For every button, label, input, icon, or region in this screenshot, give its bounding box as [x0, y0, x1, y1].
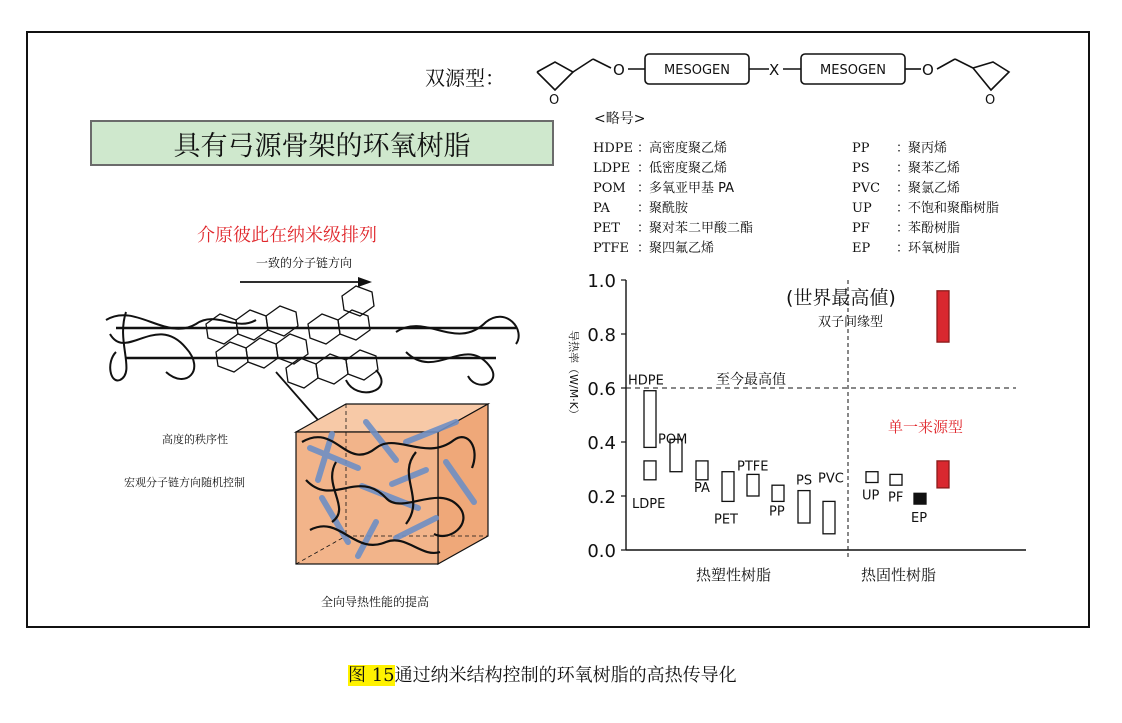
linker-x: X	[769, 61, 780, 79]
range-label-EP: EP	[911, 511, 928, 527]
annotation-world-best: (世界最高値)	[786, 287, 896, 309]
range-label-POM: POM	[658, 432, 688, 448]
legend-desc: 多氧亚甲基 PA	[649, 181, 735, 196]
y-tick-label: 0.0	[587, 541, 616, 562]
legend-row	[593, 177, 734, 196]
range-label-PS: PS	[796, 473, 813, 489]
legend-desc: 低密度聚乙烯	[649, 161, 728, 176]
y-tick-label: 0.6	[587, 379, 616, 400]
label-random: 宏观分子链方向随机控制	[124, 476, 245, 489]
legend-desc: 聚对苯二甲酸二酯	[649, 221, 754, 236]
oxygen-left: O	[613, 61, 625, 79]
figure-number: 图 15	[348, 665, 395, 686]
legend-row	[852, 157, 960, 176]
range-label-PP: PP	[769, 504, 785, 520]
legend-abbr: UP	[852, 201, 872, 216]
range-label-HDPE: HDPE	[628, 373, 664, 389]
legend-abbr: LDPE	[593, 161, 631, 176]
range-bar-PVC	[823, 501, 835, 533]
legend-desc: 聚丙烯	[908, 141, 948, 156]
label-order: 高度的秩序性	[162, 433, 228, 446]
y-tick-label: 0.4	[587, 433, 616, 454]
y-axis-label: 导热率（W/M·K）	[567, 330, 580, 420]
legend-abbr: PA	[593, 201, 610, 216]
legend-abbr: PET	[593, 221, 620, 236]
legend-row	[852, 217, 960, 236]
epoxide-o-right: O	[985, 93, 996, 108]
oxygen-right: O	[922, 61, 934, 79]
legend-row	[852, 197, 999, 216]
legend-desc: 环氧树脂	[908, 241, 961, 256]
range-label-PTFE: PTFE	[737, 459, 769, 475]
legend-colon: ：	[637, 181, 651, 196]
range-label-PF: PF	[888, 490, 904, 506]
range-bar-单一来源型	[937, 461, 949, 488]
mesogen-structure	[533, 48, 1033, 108]
legend-colon: ：	[637, 161, 651, 176]
arrow-label: 一致的分子链方向	[256, 256, 353, 270]
annotation-dual: 双子间缘型	[818, 315, 884, 330]
legend-desc: 高密度聚乙烯	[649, 141, 728, 156]
range-label-PA: PA	[694, 480, 710, 496]
range-label-UP: UP	[862, 488, 880, 504]
label-bottom: 全向导热性能的提高	[321, 595, 430, 609]
legend-desc: 聚四氟乙烯	[649, 241, 715, 256]
range-bar-EP	[914, 493, 926, 504]
group-label-thermoset: 热固性树脂	[861, 566, 937, 584]
legend-abbr: PF	[852, 221, 870, 236]
legend-row	[852, 177, 960, 196]
range-label-PVC: PVC	[818, 471, 844, 487]
figure-caption	[348, 661, 737, 687]
legend-desc: 聚苯乙烯	[908, 161, 961, 176]
mesogen-label-1: MESOGEN	[664, 63, 730, 78]
range-bar-PS	[798, 491, 810, 523]
range-bar-LDPE	[644, 461, 656, 480]
legend-abbr: PTFE	[593, 241, 629, 256]
legend-desc: 不饱和聚酯树脂	[908, 201, 1000, 216]
legend-abbr: PP	[852, 141, 870, 156]
y-tick-label: 0.8	[587, 325, 616, 346]
range-bar-PTFE	[747, 474, 759, 496]
legend-abbr: HDPE	[593, 141, 633, 156]
legend-colon: ：	[896, 181, 910, 196]
legend-abbr: POM	[593, 181, 626, 196]
legend-colon: ：	[637, 241, 651, 256]
range-bar-双子间缘型	[937, 291, 949, 342]
legend-colon: ：	[896, 241, 910, 256]
legend-desc: 苯酚树脂	[908, 221, 961, 236]
group-label-thermoplastic: 热塑性树脂	[696, 566, 772, 584]
legend-abbr: EP	[852, 241, 871, 256]
range-bar-HDPE	[644, 391, 656, 448]
legend-row	[593, 237, 714, 256]
caption-text: 通过纳米结构控制的环氧树脂的高热传导化	[394, 665, 737, 686]
legend-colon: ：	[896, 141, 910, 156]
y-tick-label: 0.2	[587, 487, 616, 508]
legend-colon: ：	[896, 161, 910, 176]
legend-desc: 聚氯乙烯	[908, 181, 961, 196]
legend-abbr: PS	[852, 161, 870, 176]
legend-row	[593, 137, 727, 156]
legend-row	[593, 197, 688, 216]
reference-label: 至今最高值	[716, 372, 786, 388]
legend-abbr: PVC	[852, 181, 881, 196]
mesogen-label-2: MESOGEN	[820, 63, 886, 78]
range-label-PET: PET	[714, 512, 738, 528]
thermal-conductivity-chart	[556, 262, 1036, 602]
header-label: 双源型：	[425, 66, 505, 90]
range-bar-PET	[722, 472, 734, 502]
epoxide-o-left: O	[549, 93, 560, 108]
range-bar-PF	[890, 474, 902, 485]
range-bar-PA	[696, 461, 708, 480]
legend-desc: 聚酰胺	[649, 201, 689, 216]
legend-colon: ：	[896, 221, 910, 236]
annotation-single: 单一来源型	[888, 418, 964, 436]
legend-row	[593, 217, 753, 236]
legend-title: <略号>	[594, 111, 646, 127]
legend-colon: ：	[896, 201, 910, 216]
y-tick-label: 1.0	[587, 271, 616, 292]
legend-row	[852, 237, 960, 256]
legend-row	[852, 137, 947, 156]
red-title: 介原彼此在纳米级排列	[197, 225, 377, 246]
legend-colon: ：	[637, 141, 651, 156]
title-box: 具有弓源骨架的环氧树脂	[90, 120, 554, 166]
legend-colon: ：	[637, 221, 651, 236]
range-bar-UP	[866, 472, 878, 483]
range-label-LDPE: LDPE	[632, 497, 666, 513]
range-bar-PP	[772, 485, 784, 501]
legend-row	[593, 157, 727, 176]
legend-colon: ：	[637, 201, 651, 216]
